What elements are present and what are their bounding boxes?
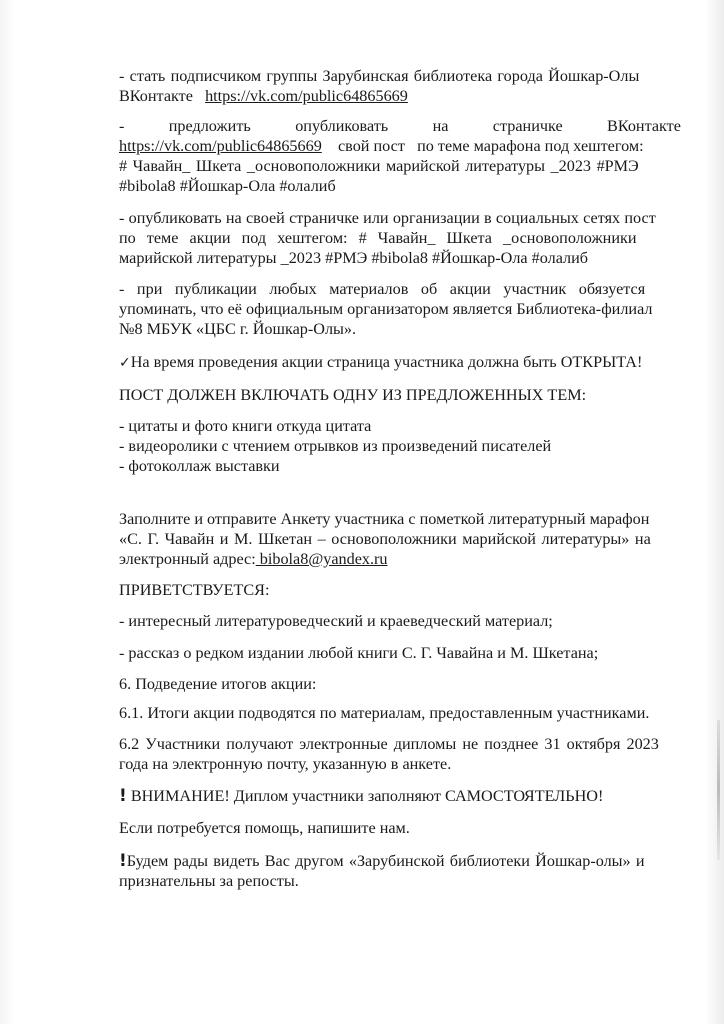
publish-line-3: марийской литературы _2023 #РМЭ #bibola8 #Йошкар-Ола #олалиб: [119, 249, 589, 267]
offer-post-line-3: # Чавайн_ Шкета _основоположники марийской литературы _2023 #РМЭ: [119, 157, 639, 175]
page-open-text: На время проведения акции страница участника должна быть ОТКРЫТА!: [130, 353, 643, 371]
paragraph-section-6-heading: [119, 674, 681, 694]
offer-post-hashtag-intro: свой пост по теме марафона под хештегом:: [337, 137, 644, 155]
exclamation-icon: !: [119, 851, 127, 871]
thanks-line-2: признательны за репосты.: [119, 872, 299, 890]
fill-form-line-3: [119, 549, 681, 569]
scan-edge-shadow: [717, 720, 720, 860]
mention-line-2: упоминать, что её официальным организатором является Библиотека-филиал: [119, 300, 653, 318]
help-line: Если потребуется помощь, напишите нам.: [119, 819, 410, 837]
paragraph-page-open: [119, 352, 681, 373]
offer-word-4: на: [432, 117, 449, 135]
welcome-item: - интересный литературоведческий и краеведческий материал;: [119, 612, 553, 630]
diplomas-line-1: 6.2 Участники получают электронные дипломы не позднее 31 октября 2023: [119, 735, 659, 753]
email-link[interactable]: bibola8@yandex.ru: [255, 550, 388, 568]
paragraph-welcome-item-2: [119, 643, 681, 663]
topics-list-item: - цитаты и фото книги откуда цитата: [119, 417, 372, 435]
mention-line-1: - при публикации любых материалов об акции участник обязуется: [119, 280, 646, 298]
paragraph-publish-own: [119, 208, 681, 268]
section-6-heading: 6. Подведение итогов акции:: [119, 675, 317, 693]
paragraph-6-2: [119, 734, 681, 774]
offer-word-6: ВКонтакте: [607, 117, 681, 135]
attention-line: [119, 786, 681, 806]
attention-text: ВНИМАНИЕ! Диплом участники заполняют САМОСТОЯТЕЛЬНО!: [126, 787, 604, 805]
paragraph-fill-form: [119, 509, 681, 569]
offer-word-2: предложить: [168, 117, 251, 135]
diplomas-line-2: года на электронную почту, указанную в анкете.: [119, 755, 452, 773]
offer-post-line-4: #bibola8 #Йошкар-Ола #олалиб: [119, 177, 336, 195]
mention-line-3: №8 МБУК «ЦБС г. Йошкар-Олы».: [119, 320, 357, 338]
paragraph-offer-post: [119, 116, 681, 196]
exclamation-icon: !: [119, 786, 127, 806]
topics-list-item: - фотоколлаж выставки: [119, 457, 280, 475]
welcome-heading: ПРИВЕТСТВУЕТСЯ:: [119, 581, 270, 599]
fill-form-line-1: Заполните и отправите Анкету участника с пометкой литературный марафон: [119, 510, 650, 528]
subscribe-line-2: [119, 86, 681, 106]
vk-group-link-2[interactable]: https://vk.com/public64865669: [119, 137, 322, 155]
vk-label: ВКонтакте: [119, 87, 193, 105]
thanks-line-1: [119, 851, 681, 871]
check-icon: ✓: [119, 355, 131, 371]
publish-line-1: - опубликовать на своей страничке или организации в социальных сетях пост: [119, 209, 656, 227]
vk-group-link[interactable]: https://vk.com/public64865669: [205, 87, 408, 105]
paragraph-post-topics-heading: [119, 385, 681, 405]
thanks-text-1: Будем рады видеть Вас другом «Зарубинской библиотеки Йошкар-олы» и: [126, 852, 645, 870]
offer-word-dash: -: [119, 117, 125, 135]
paragraph-mention-organizer: [119, 279, 681, 339]
publish-line-2: по теме акции под хештегом: # Чавайн_ Шкета _основоположники: [119, 229, 637, 247]
offer-word-3: опубликовать: [295, 117, 389, 135]
page-open-line: [119, 352, 681, 373]
results-basis-line: 6.1. Итоги акции подводятся по материалам, предоставленным участниками.: [119, 704, 650, 722]
paragraph-welcome-item-1: [119, 611, 681, 631]
paragraph-help: [119, 818, 681, 838]
offer-post-line-1: [119, 116, 681, 136]
paragraph-welcome-heading: [119, 580, 681, 600]
topics-list-item: - видеоролики с чтением отрывков из произведений писателей: [119, 437, 552, 455]
email-label: электронный адрес:: [119, 550, 256, 568]
post-topics-heading: ПОСТ ДОЛЖЕН ВКЛЮЧАТЬ ОДНУ ИЗ ПРЕДЛОЖЕННЫХ ТЕМ:: [119, 386, 587, 404]
offer-word-5: страничке: [492, 117, 563, 135]
paragraph-thanks: [119, 851, 681, 891]
fill-form-line-2: «С. Г. Чавайн и М. Шкетан – основоположники марийской литературы» на: [119, 530, 651, 548]
paragraph-attention: [119, 786, 681, 806]
welcome-item: - рассказ о редком издании любой книги С. Г. Чавайна и М. Шкетана;: [119, 644, 599, 662]
paragraph-6-1: [119, 703, 681, 723]
paragraph-subscribe: [119, 66, 681, 106]
topics-list: [119, 416, 681, 476]
subscribe-line-1: - стать подписчиком группы Зарубинская библиотека города Йошкар-Олы: [119, 67, 640, 85]
offer-post-line-2: [119, 136, 681, 156]
